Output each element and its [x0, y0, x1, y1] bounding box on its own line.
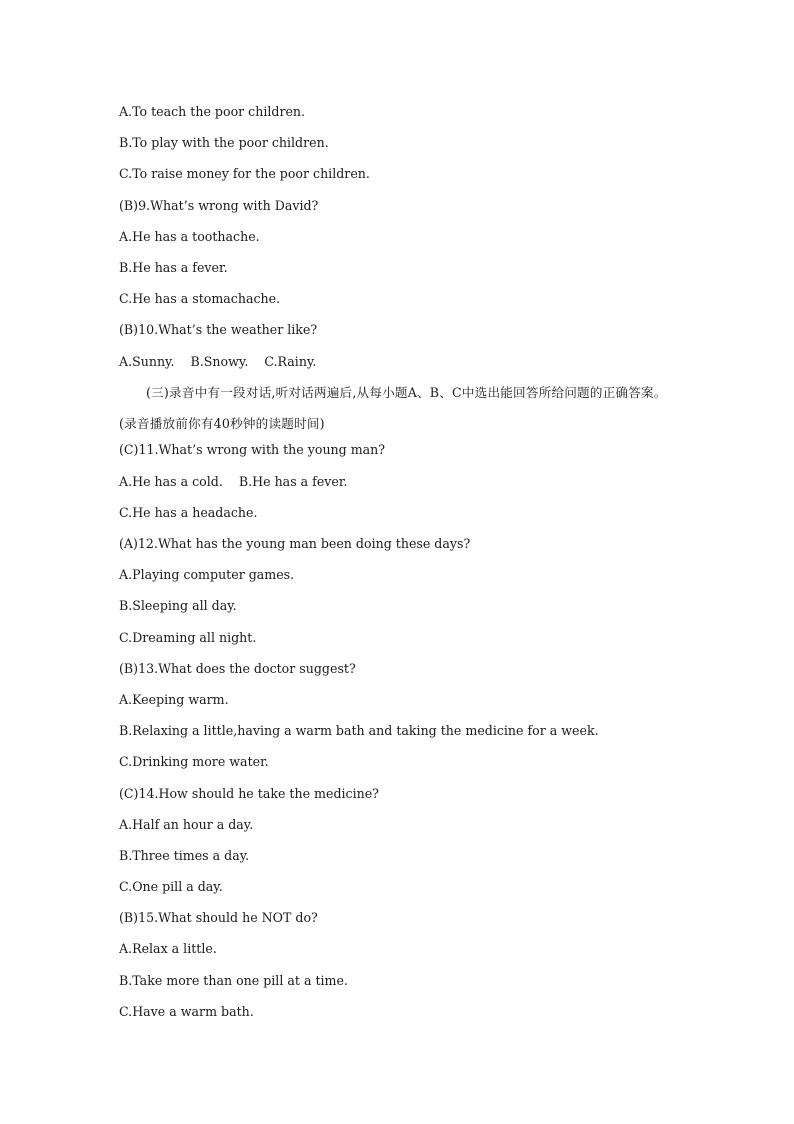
- question-line: (B)13.What does the doctor suggest?: [119, 660, 356, 676]
- option-line: C.To raise money for the poor children.: [119, 166, 370, 182]
- option-line: C.Have a warm bath.: [119, 1003, 254, 1019]
- question-line: (C)14.How should he take the medicine?: [119, 785, 379, 801]
- option-line: C.Drinking more water.: [119, 754, 269, 770]
- question-line: (A)12.What has the young man been doing these days?: [119, 536, 471, 552]
- question-line: (B)9.What’s wrong with David?: [119, 197, 319, 213]
- option-line: C.One pill a day.: [119, 879, 223, 895]
- question-line: (B)15.What should he NOT do?: [119, 910, 318, 926]
- section-instruction: (三)录音中有一段对话,听对话两遍后,从每小题A、B、C中选出能回答所给问题的正确答案。(录音播放前你有40秒钟的读题时间): [119, 385, 667, 432]
- option-line: A.He has a toothache.: [119, 228, 260, 244]
- question-line: (C)11.What’s wrong with the young man?: [119, 442, 386, 458]
- document-page: [119, 101, 679, 1032]
- option-line: A.Keeping warm.: [119, 691, 229, 707]
- option-line: B.He has a fever.: [119, 259, 228, 275]
- option-line: A.Relax a little.: [119, 941, 217, 957]
- option-line: B.To play with the poor children.: [119, 135, 329, 151]
- option-line: A.To teach the poor children.: [119, 104, 306, 119]
- question-line: (B)10.What’s the weather like?: [119, 322, 318, 338]
- option-line: B.Relaxing a little,having a warm bath and taking the medicine for a week.: [119, 723, 599, 739]
- option-line: A.Half an hour a day.: [119, 816, 254, 832]
- option-line: C.Dreaming all night.: [119, 629, 257, 645]
- option-line: A.Sunny. B.Snowy. C.Rainy.: [119, 353, 317, 369]
- option-line: A.Playing computer games.: [119, 567, 295, 583]
- section-instruction-block: [119, 377, 679, 439]
- option-line: C.He has a stomachache.: [119, 291, 281, 307]
- option-line: B.Sleeping all day.: [119, 598, 237, 614]
- option-line: B.Three times a day.: [119, 847, 250, 863]
- option-line: A.He has a cold. B.He has a fever.: [119, 473, 348, 489]
- option-line: B.Take more than one pill at a time.: [119, 972, 348, 988]
- option-line: C.He has a headache.: [119, 504, 258, 520]
